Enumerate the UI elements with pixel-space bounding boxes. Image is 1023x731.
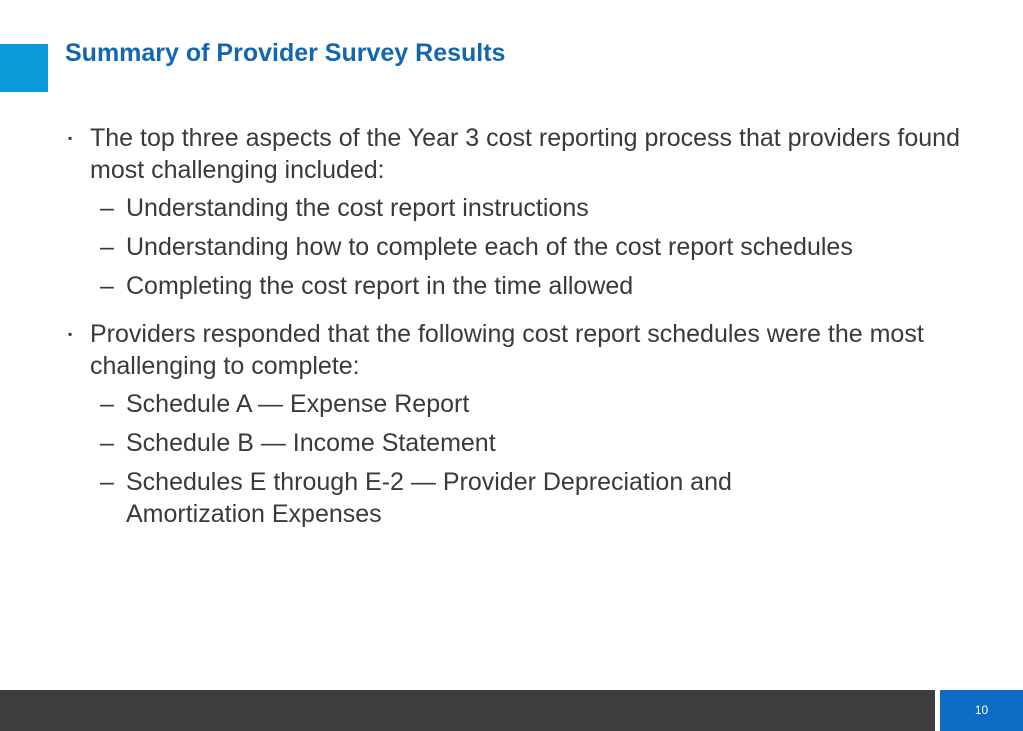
sub-list-item <box>90 231 965 263</box>
sub-item-text: Completing the cost report in the time allowed <box>126 272 634 300</box>
sub-item-text: Schedule B — Income Statement <box>126 429 496 457</box>
sub-item-text: Schedules E through E-2 — Provider Depreciation and Amortization Expenses <box>126 468 732 528</box>
bullet-item <box>65 318 965 530</box>
bullet-text: The top three aspects of the Year 3 cost reporting process that providers found most challenging included: <box>90 124 960 184</box>
sub-item-text: Understanding how to complete each of the cost report schedules <box>126 233 853 261</box>
footer-bar <box>0 690 935 731</box>
dash-bullet-icon: – <box>100 429 114 457</box>
dash-bullet-icon: – <box>100 233 114 261</box>
dash-bullet-icon: – <box>100 468 114 496</box>
sub-list <box>90 192 965 302</box>
dash-bullet-icon: – <box>100 390 114 418</box>
square-bullet-icon: ▪ <box>68 131 73 145</box>
sub-list-item <box>90 388 965 420</box>
slide-title: Summary of Provider Survey Results <box>65 39 506 67</box>
sub-list-item <box>90 192 965 224</box>
sub-item-text: Understanding the cost report instructions <box>126 194 589 222</box>
dash-bullet-icon: – <box>100 194 114 222</box>
square-bullet-icon: ▪ <box>68 327 73 341</box>
bullet-item <box>65 122 965 302</box>
bullet-text: Providers responded that the following cost report schedules were the most challenging to complete: <box>90 320 924 380</box>
slide-body <box>65 122 965 530</box>
sub-list <box>90 388 965 530</box>
sub-list-item <box>90 466 806 530</box>
title-accent-square <box>0 44 48 92</box>
page-number: 10 <box>940 690 1023 731</box>
sub-list-item <box>90 427 965 459</box>
dash-bullet-icon: – <box>100 272 114 300</box>
sub-list-item <box>90 270 965 302</box>
sub-item-text: Schedule A — Expense Report <box>126 390 470 418</box>
